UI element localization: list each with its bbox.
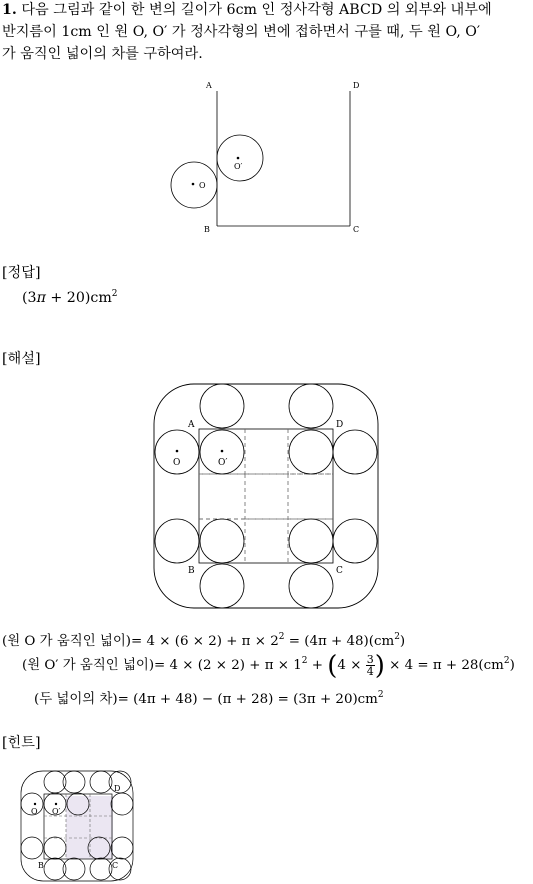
- hint-label-b: B: [38, 861, 44, 870]
- hint-shaded-area: [66, 796, 113, 859]
- hint-heading: [힌트]: [2, 735, 41, 751]
- calc2-paren-right: ): [374, 651, 385, 681]
- calc3-left: (두 넓이의 차): [34, 692, 118, 707]
- calc2-left: (원 O′ 가 움직인 넓이): [22, 658, 155, 673]
- problem-text-2: 반지름이 1cm 인 원 O, O′ 가 정사각형의 변에 접하면서 구를 때, 두 원 O, O′: [2, 24, 481, 40]
- solution-figure: [150, 383, 385, 611]
- calc3-right: = (4π + 48) − (π + 28) = (3π + 20)cm: [117, 692, 378, 707]
- answer-heading: [정답]: [2, 265, 41, 281]
- calc1-exp: 2: [278, 632, 285, 642]
- hint-label-o-prime: O′: [52, 807, 61, 816]
- sol-label-d: D: [336, 420, 344, 430]
- center-o-dot: [192, 183, 195, 186]
- sol-label-c: C: [336, 566, 343, 576]
- problem-text-1: 다음 그림과 같이 한 변의 길이가 6cm 인 정사각형 ABCD 의 외부와 내부에: [21, 2, 492, 18]
- calc2-b: +: [307, 658, 328, 673]
- calc2-fraction: [366, 654, 375, 677]
- label-d: D: [353, 81, 360, 90]
- label-a: A: [206, 81, 212, 90]
- problem-figure: [160, 78, 380, 240]
- calc2-close: ): [509, 658, 515, 673]
- sol-label-a: A: [188, 420, 195, 430]
- problem-line-1: [2, 0, 492, 20]
- label-o: O: [199, 181, 206, 190]
- sol-label-o: O: [173, 458, 181, 468]
- calc2-d: × 4 = π + 28(cm: [384, 658, 504, 673]
- sol-label-b: B: [188, 566, 195, 576]
- problem-number: 1.: [2, 2, 17, 18]
- answer-mid: + 20)cm: [45, 290, 112, 306]
- answer-exp: 2: [111, 289, 118, 299]
- calc-line-1: [2, 630, 405, 649]
- center-o-prime-dot: [237, 157, 240, 160]
- calc1-close: ): [399, 634, 406, 649]
- hint-label-o: O: [31, 807, 38, 816]
- answer-prefix: (3: [22, 290, 37, 306]
- square-abcd: [199, 429, 333, 563]
- calc2-c: 4 ×: [337, 658, 366, 673]
- hint-figure: [18, 768, 136, 882]
- calc1-right: = 4 × (6 × 2) + π × 2: [131, 634, 279, 649]
- label-b: B: [204, 225, 210, 234]
- calc1-end-exp: 2: [394, 632, 400, 642]
- answer-pi: π: [36, 290, 46, 306]
- answer-value: [22, 290, 118, 306]
- hint-center-o-dot: [34, 803, 36, 805]
- calc2-paren-left: (: [327, 651, 338, 681]
- sol-label-o-prime: O′: [218, 458, 228, 468]
- hint-label-c: C: [112, 861, 119, 870]
- calc-line-3: [34, 688, 384, 707]
- circle-o-prime: [217, 135, 263, 181]
- hint-label-d: D: [114, 784, 121, 793]
- inner-dashed-path: [199, 429, 333, 563]
- center-o-dot: [176, 450, 179, 453]
- calc1-end: = (4π + 48)(cm: [284, 634, 395, 649]
- calc3-exp: 2: [377, 690, 384, 700]
- label-c: C: [353, 225, 360, 234]
- calc1-left: (원 O 가 움직인 넓이): [2, 634, 131, 649]
- circle-o: [171, 162, 217, 208]
- calc2-d-exp: 2: [503, 656, 510, 666]
- problem-text-3: 가 움직인 넓이의 차를 구하여라.: [2, 46, 203, 62]
- solution-heading: [해설]: [2, 351, 41, 367]
- calc-line-2: [22, 651, 515, 681]
- hint-center-o-prime-dot: [55, 803, 57, 805]
- calc2-a: = 4 × (2 × 2) + π × 1: [154, 658, 302, 673]
- fraction-denominator: 4: [366, 665, 374, 678]
- inner-circles: [200, 430, 333, 563]
- calc2-exp: 2: [301, 656, 308, 666]
- label-o-prime: O′: [234, 162, 243, 171]
- fraction-numerator: 3: [366, 653, 374, 666]
- center-o-prime-dot: [221, 450, 224, 453]
